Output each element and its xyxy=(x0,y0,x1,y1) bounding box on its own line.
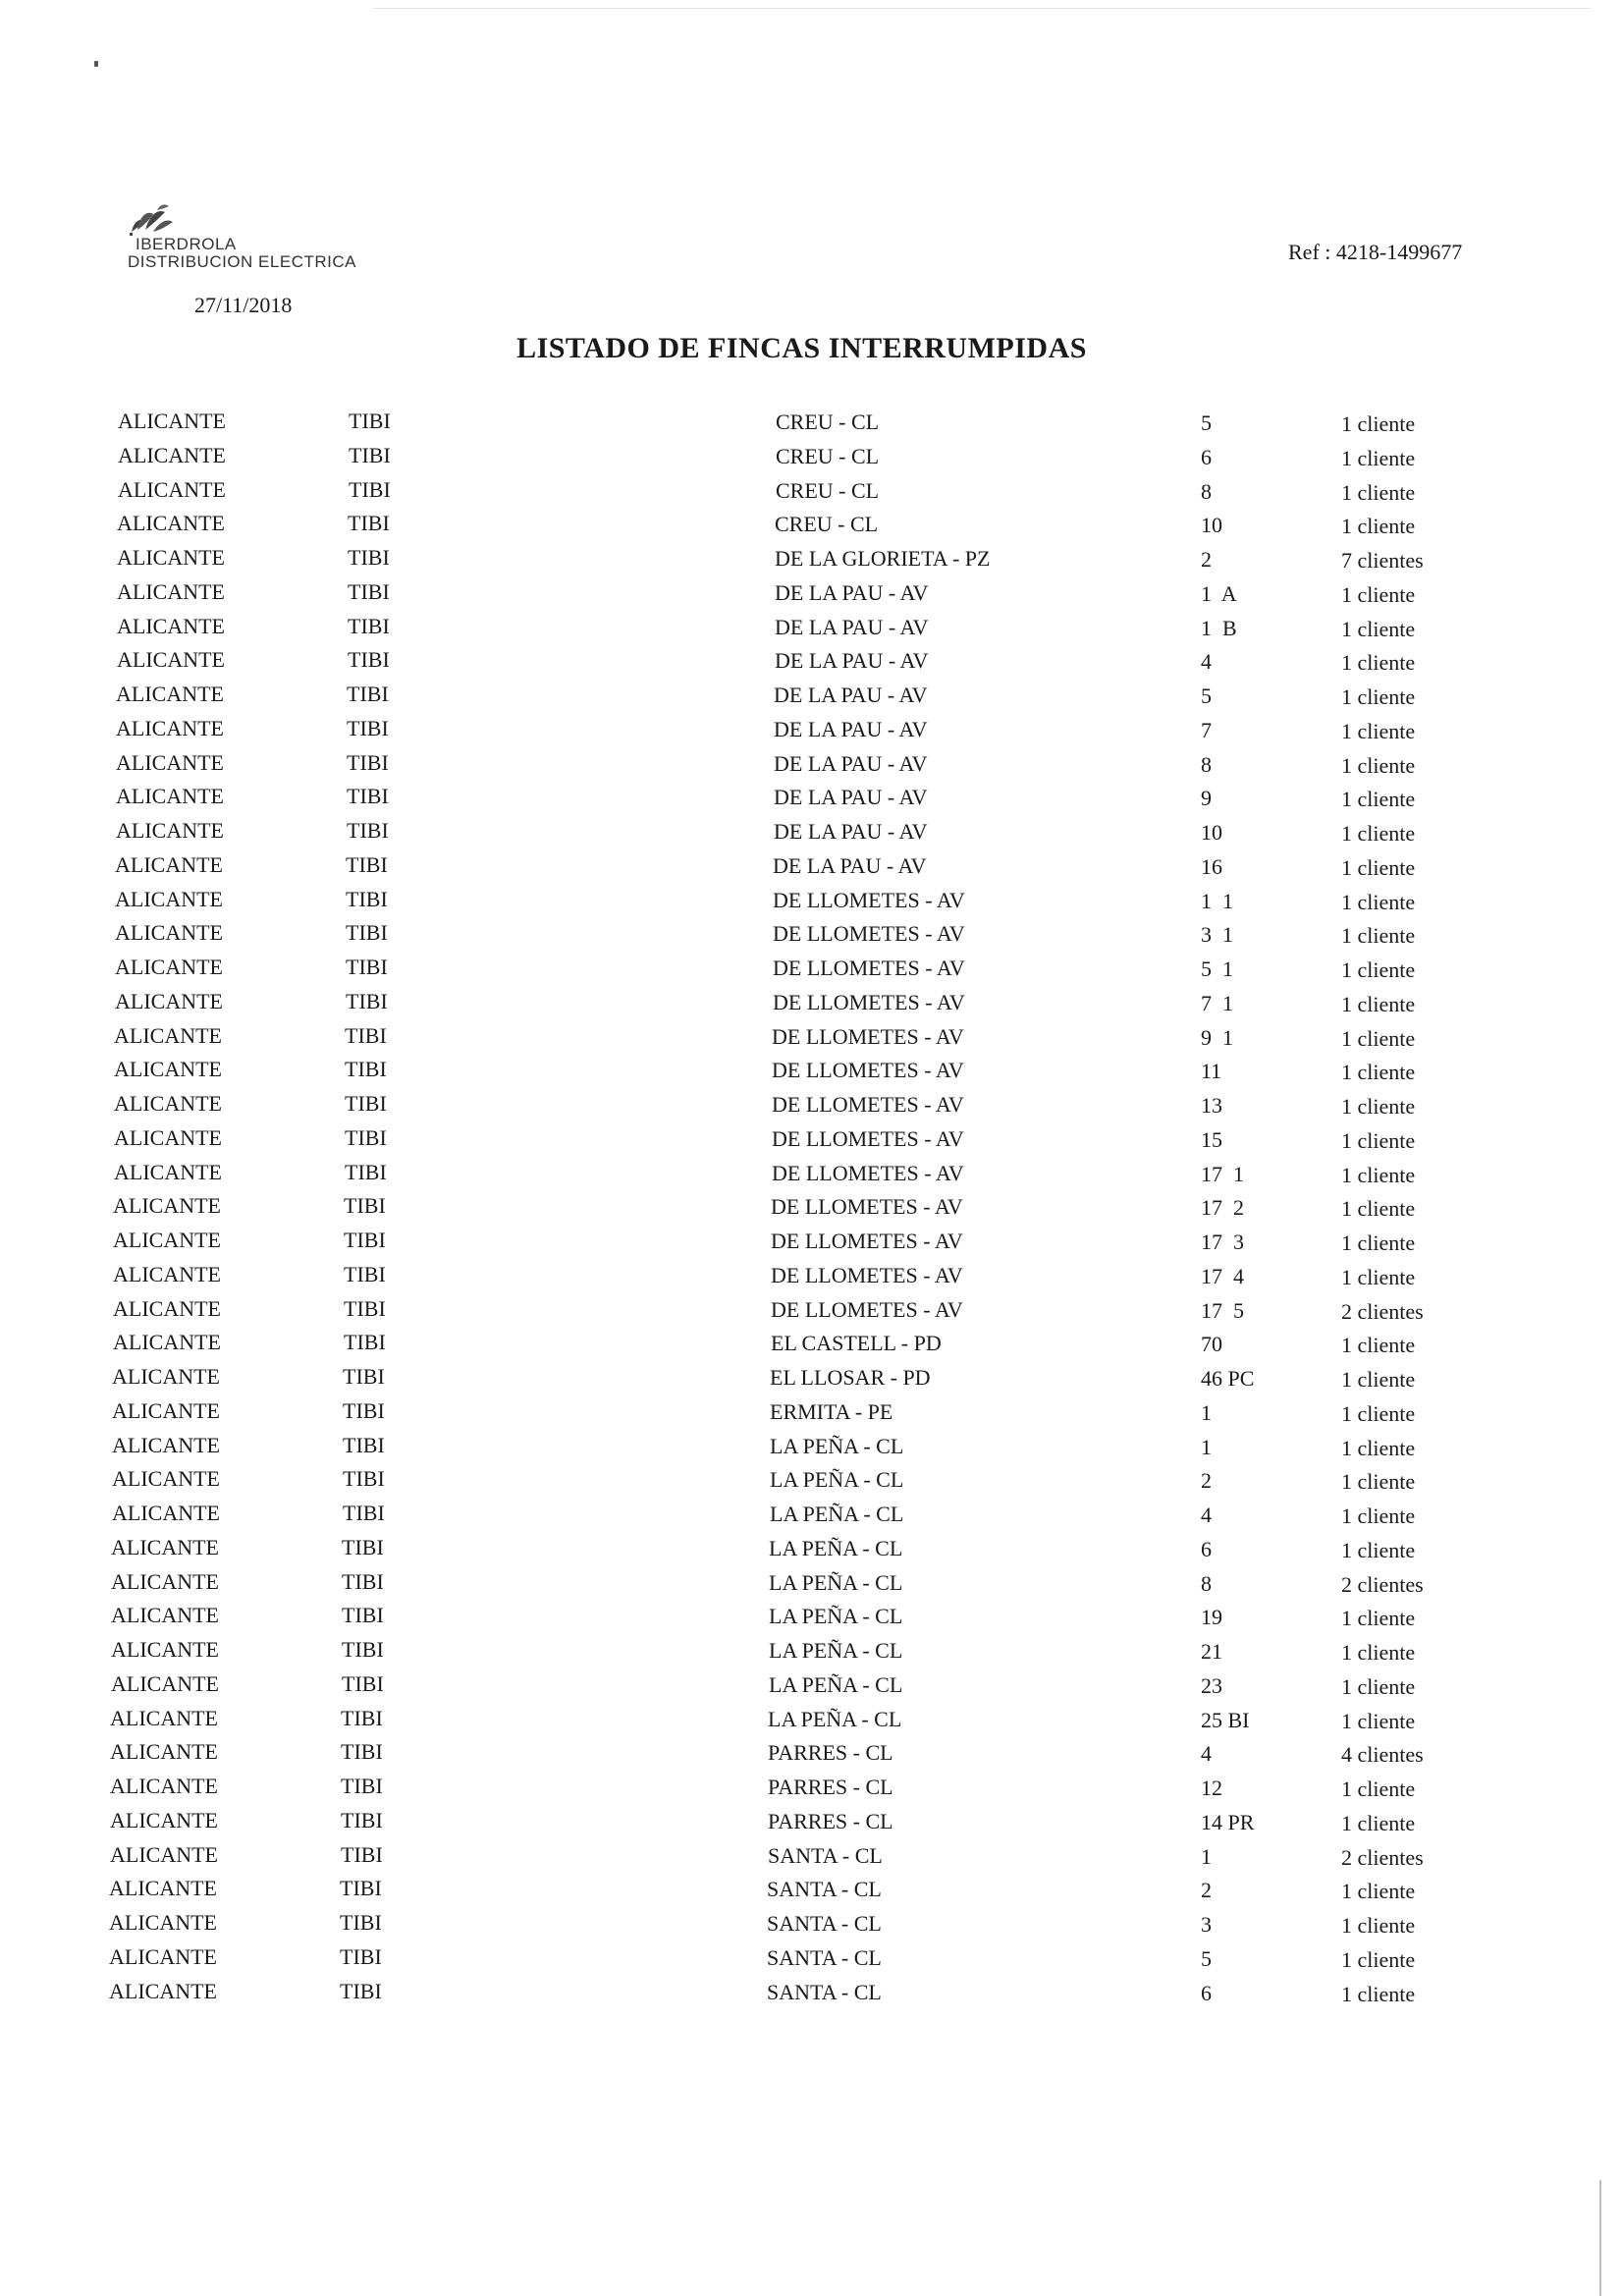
clients-cell: 1 cliente xyxy=(1341,1127,1416,1153)
table-row xyxy=(0,1330,1623,1363)
street-cell: PARRES - CL xyxy=(768,1775,893,1799)
municipality-cell: TIBI xyxy=(347,784,389,809)
municipality-cell: TIBI xyxy=(347,682,389,706)
clients-cell: 1 cliente xyxy=(1341,787,1416,812)
province-cell: ALICANTE xyxy=(114,1022,222,1048)
municipality-cell: TIBI xyxy=(341,1705,383,1730)
clients-cell: 1 cliente xyxy=(1341,1537,1416,1562)
province-cell: ALICANTE xyxy=(111,1534,219,1559)
clients-cell: 1 cliente xyxy=(1341,1810,1416,1835)
number-cell: 21 xyxy=(1201,1639,1222,1664)
clients-cell: 1 cliente xyxy=(1341,684,1416,709)
street-cell: DE LLOMETES - AV xyxy=(771,1262,963,1287)
clients-cell: 1 cliente xyxy=(1341,1333,1416,1358)
province-cell: ALICANTE xyxy=(109,1910,217,1935)
municipality-cell: TIBI xyxy=(349,409,391,433)
table-row xyxy=(0,1739,1623,1773)
number-cell: 23 xyxy=(1201,1672,1222,1698)
municipality-cell: TIBI xyxy=(343,1364,385,1389)
table-row xyxy=(0,1160,1623,1193)
table-row xyxy=(0,614,1623,647)
street-cell: SANTA - CL xyxy=(767,1911,882,1936)
scan-speck xyxy=(94,61,98,67)
province-cell: ALICANTE xyxy=(115,988,223,1013)
table-row xyxy=(0,1364,1623,1397)
company-logo xyxy=(128,202,356,271)
table-row xyxy=(0,852,1623,886)
province-cell: ALICANTE xyxy=(115,886,223,911)
province-cell: ALICANTE xyxy=(118,476,226,502)
table-row xyxy=(0,545,1623,578)
municipality-cell: TIBI xyxy=(349,442,391,467)
municipality-cell: TIBI xyxy=(340,1876,382,1901)
number-cell: 1 A xyxy=(1201,580,1237,606)
table-row xyxy=(0,818,1623,851)
province-cell: ALICANTE xyxy=(112,1501,220,1525)
clients-cell: 1 cliente xyxy=(1341,650,1416,676)
number-cell: 46 PC xyxy=(1201,1366,1255,1391)
municipality-cell: TIBI xyxy=(346,955,388,979)
province-cell: ALICANTE xyxy=(109,1978,217,2003)
clients-cell: 1 cliente xyxy=(1341,854,1416,880)
province-cell: ALICANTE xyxy=(117,578,225,604)
province-cell: ALICANTE xyxy=(115,955,223,979)
street-cell: DE LLOMETES - AV xyxy=(772,1160,964,1185)
province-cell: ALICANTE xyxy=(114,1091,222,1116)
table-row xyxy=(0,750,1623,784)
clients-cell: 1 cliente xyxy=(1341,1400,1416,1426)
province-cell: ALICANTE xyxy=(110,1807,218,1832)
clients-cell: 1 cliente xyxy=(1341,1606,1416,1631)
clients-cell: 1 cliente xyxy=(1341,1435,1416,1460)
table-row xyxy=(0,1637,1623,1670)
municipality-cell: TIBI xyxy=(348,511,390,536)
table-row xyxy=(0,1193,1623,1227)
table-row xyxy=(0,409,1623,442)
street-cell: DE LA PAU - AV xyxy=(775,579,929,605)
street-cell: LA PEÑA - CL xyxy=(770,1433,904,1458)
number-cell: 8 xyxy=(1201,1570,1212,1596)
table-row xyxy=(0,920,1623,954)
clients-cell: 1 cliente xyxy=(1341,1777,1416,1801)
street-cell: CREU - CL xyxy=(775,512,879,537)
number-cell: 12 xyxy=(1201,1776,1222,1800)
municipality-cell: TIBI xyxy=(347,749,389,775)
province-cell: ALICANTE xyxy=(110,1739,218,1765)
municipality-cell: TIBI xyxy=(345,1124,387,1150)
number-cell: 7 1 xyxy=(1201,990,1233,1015)
street-cell: DE LLOMETES - AV xyxy=(771,1194,963,1220)
table-row xyxy=(0,1057,1623,1090)
province-cell: ALICANTE xyxy=(116,818,224,843)
province-cell: ALICANTE xyxy=(117,647,225,673)
municipality-cell: TIBI xyxy=(345,1022,387,1048)
document-title-text: LISTADO DE FINCAS INTERRUMPIDAS xyxy=(516,332,1087,364)
table-row xyxy=(0,716,1623,749)
number-cell: 3 1 xyxy=(1201,922,1233,948)
municipality-cell: TIBI xyxy=(349,476,391,502)
clients-cell: 1 cliente xyxy=(1341,1913,1416,1938)
clients-cell: 1 cliente xyxy=(1341,821,1416,846)
clients-cell: 1 cliente xyxy=(1341,1162,1416,1187)
street-cell: DE LLOMETES - AV xyxy=(772,1058,964,1083)
clients-cell: 1 cliente xyxy=(1341,479,1416,505)
street-cell: SANTA - CL xyxy=(768,1842,883,1868)
scan-edge-line xyxy=(373,8,1591,9)
province-cell: ALICANTE xyxy=(112,1397,220,1423)
street-cell: DE LA PAU - AV xyxy=(774,716,928,741)
street-cell: DE LLOMETES - AV xyxy=(772,1023,964,1049)
clients-cell: 1 cliente xyxy=(1341,581,1416,607)
municipality-cell: TIBI xyxy=(341,1739,383,1765)
province-cell: ALICANTE xyxy=(111,1637,219,1662)
number-cell: 6 xyxy=(1201,444,1212,469)
clients-cell: 1 cliente xyxy=(1341,991,1416,1016)
table-row xyxy=(0,1501,1623,1534)
number-cell: 1 xyxy=(1201,1399,1212,1425)
street-cell: PARRES - CL xyxy=(768,1808,893,1833)
street-cell: DE LA PAU - AV xyxy=(774,750,928,776)
table-row xyxy=(0,1842,1623,1876)
street-cell: SANTA - CL xyxy=(767,1979,882,2004)
municipality-cell: TIBI xyxy=(346,851,388,877)
table-row xyxy=(0,1979,1623,2012)
province-cell: ALICANTE xyxy=(115,851,223,877)
municipality-cell: TIBI xyxy=(340,1943,382,1969)
street-cell: EL LLOSAR - PD xyxy=(770,1365,931,1390)
province-cell: ALICANTE xyxy=(112,1466,220,1492)
table-row xyxy=(0,1944,1623,1978)
street-cell: LA PEÑA - CL xyxy=(769,1638,903,1663)
table-row xyxy=(0,1091,1623,1124)
street-cell: DE LLOMETES - AV xyxy=(773,921,965,947)
street-cell: DE LLOMETES - AV xyxy=(772,1125,964,1151)
municipality-cell: TIBI xyxy=(343,1432,385,1457)
municipality-cell: TIBI xyxy=(342,1568,384,1594)
number-cell: 2 xyxy=(1201,547,1212,572)
number-cell: 8 xyxy=(1201,478,1212,504)
clients-cell: 1 cliente xyxy=(1341,1879,1416,1904)
municipality-cell: TIBI xyxy=(345,1091,387,1116)
street-cell: LA PEÑA - CL xyxy=(769,1671,903,1697)
number-cell: 25 BI xyxy=(1201,1707,1250,1732)
clients-cell: 1 cliente xyxy=(1341,923,1416,949)
number-cell: 14 PR xyxy=(1201,1809,1255,1834)
table-row xyxy=(0,1262,1623,1295)
municipality-cell: TIBI xyxy=(342,1670,384,1696)
province-cell: ALICANTE xyxy=(113,1295,221,1321)
clients-cell: 1 cliente xyxy=(1341,1060,1416,1085)
province-cell: ALICANTE xyxy=(118,409,226,433)
number-cell: 5 1 xyxy=(1201,957,1233,981)
clients-cell: 1 cliente xyxy=(1341,411,1416,436)
street-cell: LA PEÑA - CL xyxy=(770,1502,904,1526)
municipality-cell: TIBI xyxy=(347,818,389,843)
iberdrola-leaves-icon xyxy=(128,202,177,236)
number-cell: 6 xyxy=(1201,1980,1212,2005)
number-cell: 1 B xyxy=(1201,615,1237,640)
municipality-cell: TIBI xyxy=(343,1397,385,1423)
municipality-cell: TIBI xyxy=(348,545,390,570)
province-cell: ALICANTE xyxy=(114,1159,222,1184)
province-cell: ALICANTE xyxy=(116,682,224,706)
table-row xyxy=(0,682,1623,715)
number-cell: 4 xyxy=(1201,649,1212,675)
street-cell: DE LLOMETES - AV xyxy=(771,1229,963,1253)
table-row xyxy=(0,1706,1623,1739)
clients-cell: 1 cliente xyxy=(1341,616,1416,641)
number-cell: 1 xyxy=(1201,1843,1212,1869)
clients-cell: 1 cliente xyxy=(1341,1025,1416,1051)
municipality-cell: TIBI xyxy=(342,1637,384,1662)
table-row xyxy=(0,887,1623,920)
street-cell: DE LA GLORIETA - PZ xyxy=(775,546,991,571)
table-row xyxy=(0,1808,1623,1841)
document-title xyxy=(0,332,1623,365)
table-row xyxy=(0,1603,1623,1636)
street-cell: DE LA PAU - AV xyxy=(774,683,928,707)
street-cell: LA PEÑA - CL xyxy=(769,1535,903,1560)
clients-cell: 2 clientes xyxy=(1341,1571,1424,1597)
municipality-cell: TIBI xyxy=(344,1330,386,1355)
number-cell: 9 xyxy=(1201,786,1212,811)
number-cell: 19 xyxy=(1201,1605,1222,1630)
municipality-cell: TIBI xyxy=(342,1603,384,1628)
municipality-cell: TIBI xyxy=(341,1774,383,1798)
table-row xyxy=(0,1125,1623,1159)
table-row xyxy=(0,955,1623,988)
clients-cell: 1 cliente xyxy=(1341,1981,1416,2006)
province-cell: ALICANTE xyxy=(112,1432,220,1457)
street-cell: DE LA PAU - AV xyxy=(774,819,928,844)
municipality-cell: TIBI xyxy=(348,578,390,604)
number-cell: 8 xyxy=(1201,751,1212,777)
street-cell: DE LA PAU - AV xyxy=(775,614,929,639)
table-row xyxy=(0,1398,1623,1432)
clients-cell: 1 cliente xyxy=(1341,1230,1416,1255)
number-cell: 5 xyxy=(1201,683,1212,708)
clients-cell: 1 cliente xyxy=(1341,514,1416,539)
province-cell: ALICANTE xyxy=(109,1943,217,1969)
street-cell: DE LLOMETES - AV xyxy=(772,1092,964,1117)
table-row xyxy=(0,1671,1623,1705)
number-cell: 10 xyxy=(1201,513,1222,538)
table-row xyxy=(0,784,1623,817)
municipality-cell: TIBI xyxy=(344,1261,386,1286)
province-cell: ALICANTE xyxy=(116,784,224,809)
province-cell: ALICANTE xyxy=(117,613,225,638)
number-cell: 17 4 xyxy=(1201,1263,1244,1288)
clients-cell: 2 clientes xyxy=(1341,1298,1424,1324)
street-cell: LA PEÑA - CL xyxy=(769,1569,903,1595)
street-cell: SANTA - CL xyxy=(767,1944,882,1970)
table-row xyxy=(0,477,1623,511)
province-cell: ALICANTE xyxy=(111,1603,219,1628)
province-cell: ALICANTE xyxy=(117,511,225,536)
clients-cell: 1 cliente xyxy=(1341,1094,1416,1119)
number-cell: 4 xyxy=(1201,1503,1212,1527)
number-cell: 4 xyxy=(1201,1741,1212,1767)
company-name: IBERDROLA xyxy=(135,235,237,253)
number-cell: 17 5 xyxy=(1201,1297,1244,1323)
street-cell: CREU - CL xyxy=(776,410,880,434)
number-cell: 2 xyxy=(1201,1878,1212,1903)
municipality-cell: TIBI xyxy=(341,1841,383,1867)
number-cell: 16 xyxy=(1201,853,1222,879)
municipality-cell: TIBI xyxy=(344,1193,386,1219)
street-cell: LA PEÑA - CL xyxy=(768,1706,902,1731)
municipality-cell: TIBI xyxy=(340,1978,382,2003)
number-cell: 17 1 xyxy=(1201,1161,1244,1186)
table-row xyxy=(0,443,1623,476)
municipality-cell: TIBI xyxy=(342,1534,384,1559)
province-cell: ALICANTE xyxy=(110,1774,218,1798)
clients-cell: 1 cliente xyxy=(1341,1196,1416,1222)
street-cell: LA PEÑA - CL xyxy=(770,1467,904,1493)
number-cell: 2 xyxy=(1201,1468,1212,1494)
province-cell: ALICANTE xyxy=(113,1228,221,1252)
clients-cell: 1 cliente xyxy=(1341,1640,1416,1665)
table-row xyxy=(0,1876,1623,1909)
street-cell: DE LLOMETES - AV xyxy=(773,956,965,980)
province-cell: ALICANTE xyxy=(112,1364,220,1389)
number-cell: 15 xyxy=(1201,1126,1222,1152)
table-row xyxy=(0,989,1623,1022)
table-row xyxy=(0,647,1623,681)
number-cell: 5 xyxy=(1201,410,1212,435)
province-cell: ALICANTE xyxy=(110,1705,218,1730)
municipality-cell: TIBI xyxy=(340,1910,382,1935)
province-cell: ALICANTE xyxy=(114,1057,222,1082)
clients-cell: 1 cliente xyxy=(1341,1469,1416,1495)
clients-cell: 4 clientes xyxy=(1341,1742,1424,1768)
street-cell: PARRES - CL xyxy=(768,1740,893,1766)
clients-cell: 1 cliente xyxy=(1341,752,1416,778)
clients-cell: 2 clientes xyxy=(1341,1844,1424,1870)
province-cell: ALICANTE xyxy=(113,1193,221,1219)
number-cell: 10 xyxy=(1201,820,1222,845)
street-cell: DE LLOMETES - AV xyxy=(771,1296,963,1322)
street-cell: DE LA PAU - AV xyxy=(774,785,928,810)
clients-cell: 1 cliente xyxy=(1341,445,1416,470)
province-cell: ALICANTE xyxy=(118,442,226,467)
clients-cell: 7 clientes xyxy=(1341,548,1424,573)
municipality-cell: TIBI xyxy=(341,1807,383,1832)
number-cell: 9 1 xyxy=(1201,1024,1233,1050)
table-row xyxy=(0,579,1623,613)
clients-cell: 1 cliente xyxy=(1341,1503,1416,1528)
number-cell: 3 xyxy=(1201,1912,1212,1937)
street-cell: SANTA - CL xyxy=(767,1877,882,1902)
company-division: DISTRIBUCION ELECTRICA xyxy=(128,252,356,271)
number-cell: 1 xyxy=(1201,1434,1212,1459)
municipality-cell: TIBI xyxy=(348,613,390,638)
province-cell: ALICANTE xyxy=(114,1124,222,1150)
number-cell: 70 xyxy=(1201,1332,1222,1357)
province-cell: ALICANTE xyxy=(117,545,225,570)
number-cell: 7 xyxy=(1201,717,1212,742)
table-row xyxy=(0,1228,1623,1261)
municipality-cell: TIBI xyxy=(343,1501,385,1525)
clients-cell: 1 cliente xyxy=(1341,1673,1416,1699)
municipality-cell: TIBI xyxy=(343,1466,385,1492)
street-cell: ERMITA - PE xyxy=(770,1398,893,1424)
table-row xyxy=(0,1569,1623,1603)
number-cell: 13 xyxy=(1201,1093,1222,1118)
table-row xyxy=(0,511,1623,544)
clients-cell: 1 cliente xyxy=(1341,718,1416,743)
municipality-cell: TIBI xyxy=(346,886,388,911)
scan-edge-shadow xyxy=(1599,2180,1601,2296)
number-cell: 5 xyxy=(1201,1945,1212,1971)
province-cell: ALICANTE xyxy=(111,1568,219,1594)
municipality-cell: TIBI xyxy=(345,1057,387,1082)
clients-cell: 1 cliente xyxy=(1341,1946,1416,1972)
province-cell: ALICANTE xyxy=(116,715,224,740)
clients-cell: 1 cliente xyxy=(1341,1264,1416,1289)
municipality-cell: TIBI xyxy=(347,715,389,740)
number-cell: 17 2 xyxy=(1201,1195,1244,1221)
table-row xyxy=(0,1774,1623,1807)
number-cell: 11 xyxy=(1201,1059,1222,1084)
street-cell: DE LA PAU - AV xyxy=(775,648,929,674)
street-cell: LA PEÑA - CL xyxy=(769,1604,903,1629)
municipality-cell: TIBI xyxy=(346,920,388,946)
number-cell: 6 xyxy=(1201,1536,1212,1561)
province-cell: ALICANTE xyxy=(113,1330,221,1355)
number-cell: 17 3 xyxy=(1201,1230,1244,1254)
street-cell: DE LLOMETES - AV xyxy=(773,989,965,1014)
province-cell: ALICANTE xyxy=(111,1670,219,1696)
street-cell: CREU - CL xyxy=(776,443,880,468)
street-cell: DE LLOMETES - AV xyxy=(773,887,965,912)
municipality-cell: TIBI xyxy=(344,1295,386,1321)
municipality-cell: TIBI xyxy=(346,988,388,1013)
street-cell: DE LA PAU - AV xyxy=(773,852,927,878)
municipality-cell: TIBI xyxy=(345,1159,387,1184)
province-cell: ALICANTE xyxy=(109,1876,217,1901)
street-cell: CREU - CL xyxy=(776,477,880,503)
municipality-cell: TIBI xyxy=(348,647,390,673)
clients-cell: 1 cliente xyxy=(1341,1708,1416,1733)
province-cell: ALICANTE xyxy=(113,1261,221,1286)
table-row xyxy=(0,1296,1623,1330)
province-cell: ALICANTE xyxy=(115,920,223,946)
province-cell: ALICANTE xyxy=(116,749,224,775)
table-row xyxy=(0,1535,1623,1568)
document-date: 27/11/2018 xyxy=(194,293,293,317)
province-cell: ALICANTE xyxy=(110,1841,218,1867)
clients-cell: 1 cliente xyxy=(1341,957,1416,982)
table-row xyxy=(0,1466,1623,1500)
table-row xyxy=(0,1910,1623,1943)
clients-cell: 1 cliente xyxy=(1341,1367,1416,1392)
street-cell: EL CASTELL - PD xyxy=(771,1331,942,1356)
table-row xyxy=(0,1433,1623,1466)
number-cell: 1 1 xyxy=(1201,888,1233,913)
reference-number: Ref : 4218-1499677 xyxy=(1288,240,1463,264)
table-row xyxy=(0,1023,1623,1057)
clients-cell: 1 cliente xyxy=(1341,889,1416,914)
municipality-cell: TIBI xyxy=(344,1228,386,1252)
